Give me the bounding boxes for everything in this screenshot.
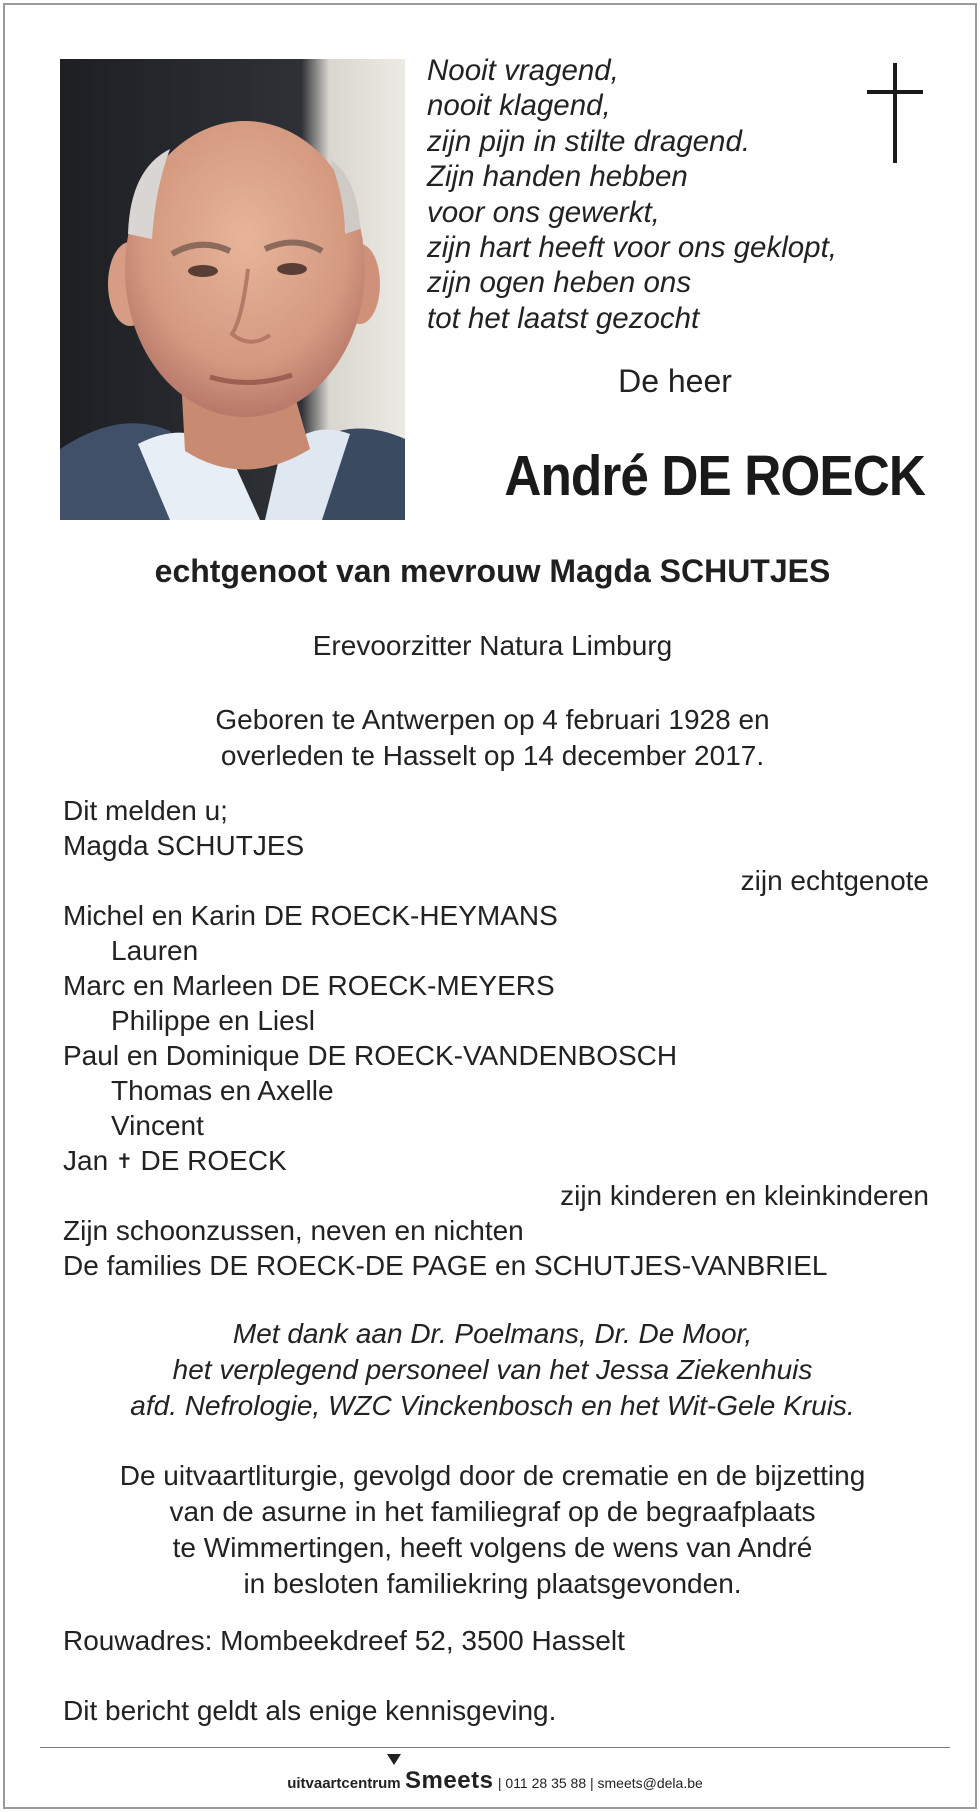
birth-death-info xyxy=(35,702,950,774)
thanks-line: afd. Nefrologie, WZC Vinckenbosch en het Wit-Gele Kruis. xyxy=(130,1390,855,1421)
funeral-line: te Wimmertingen, heeft volgens de wens van André xyxy=(172,1532,813,1563)
family-child: Michel en Karin DE ROECK-HEYMANS xyxy=(63,900,558,931)
cross-icon xyxy=(867,63,925,163)
obituary-card xyxy=(3,3,977,1809)
thanks-message xyxy=(35,1316,950,1424)
poem-line: Nooit vragend, xyxy=(427,54,619,87)
poem-line: zijn hart heeft voor ons geklopt, xyxy=(427,231,837,265)
poem-line: voor ons gewerkt, xyxy=(427,195,660,229)
family-spouse: Magda SCHUTJES xyxy=(63,830,305,861)
family-grandchild: Thomas en Axelle xyxy=(111,1075,334,1106)
portrait-photo xyxy=(60,59,405,520)
title-prefix: De heer xyxy=(618,363,732,399)
triangle-marker-icon xyxy=(387,1754,401,1765)
poem-line: tot het laatst gezocht xyxy=(427,301,700,335)
footer-brand: Smeets xyxy=(405,1767,494,1794)
funeral-home-footer xyxy=(5,1767,980,1795)
poem-line: nooit klagend, xyxy=(427,89,611,123)
family-families: De families DE ROECK-DE PAGE en SCHUTJES-VANBRIEL xyxy=(63,1250,828,1281)
family-list xyxy=(63,793,929,1283)
thanks-line: Met dank aan Dr. Poelmans, Dr. De Moor, xyxy=(232,1318,753,1349)
poem-line: zijn pijn in stilte dragend. xyxy=(427,124,751,158)
family-child: Marc en Marleen DE ROECK-MEYERS xyxy=(63,970,555,1001)
footer-divider xyxy=(40,1747,950,1748)
footer-contact: | 011 28 35 88 | smeets@dela.be xyxy=(497,1775,703,1791)
honor-title: Erevoorzitter Natura Limburg xyxy=(312,630,673,661)
born-line: Geboren te Antwerpen op 4 februari 1928 en xyxy=(215,704,770,735)
deceased-cross-icon: ✝ xyxy=(115,1151,133,1173)
deceased-name: André DE ROECK xyxy=(504,444,925,508)
thanks-line: het verplegend personeel van het Jessa Ziekenhuis xyxy=(172,1354,813,1385)
family-relatives: Zijn schoonzussen, neven en nichten xyxy=(63,1215,524,1246)
family-grandchild: Vincent xyxy=(111,1110,204,1141)
family-intro: Dit melden u; xyxy=(63,795,228,826)
funeral-info xyxy=(35,1458,950,1602)
family-grandchild: Lauren xyxy=(111,935,199,966)
footer-prefix: uitvaartcentrum xyxy=(287,1775,401,1792)
child-first-name: Jan xyxy=(63,1145,109,1176)
notice-text: Dit bericht geldt als enige kennisgeving. xyxy=(63,1695,557,1726)
family-child: Paul en Dominique DE ROECK-VANDENBOSCH xyxy=(63,1040,678,1071)
family-grandchild: Philippe en Liesl xyxy=(111,1005,315,1036)
spouse-line: echtgenoot van mevrouw Magda SCHUTJES xyxy=(154,553,831,589)
died-line: overleden te Hasselt op 14 december 2017. xyxy=(220,740,765,771)
memorial-poem xyxy=(427,53,837,336)
family-child-deceased xyxy=(63,1143,929,1178)
funeral-line: De uitvaartliturgie, gevolgd door de crematie en de bijzetting xyxy=(119,1460,866,1491)
funeral-line: van de asurne in het familiegraf op de begraafplaats xyxy=(169,1496,816,1527)
poem-line: zijn ogen heben ons xyxy=(427,266,692,300)
poem-line: Zijn handen hebben xyxy=(427,160,688,194)
mourning-address: Rouwadres: Mombeekdreef 52, 3500 Hasselt xyxy=(63,1625,625,1656)
children-role: zijn kinderen en kleinkinderen xyxy=(560,1180,929,1211)
spouse-role: zijn echtgenote xyxy=(740,865,929,896)
child-last-name: DE ROECK xyxy=(140,1145,287,1176)
funeral-line: in besloten familiekring plaatsgevonden. xyxy=(243,1568,742,1599)
